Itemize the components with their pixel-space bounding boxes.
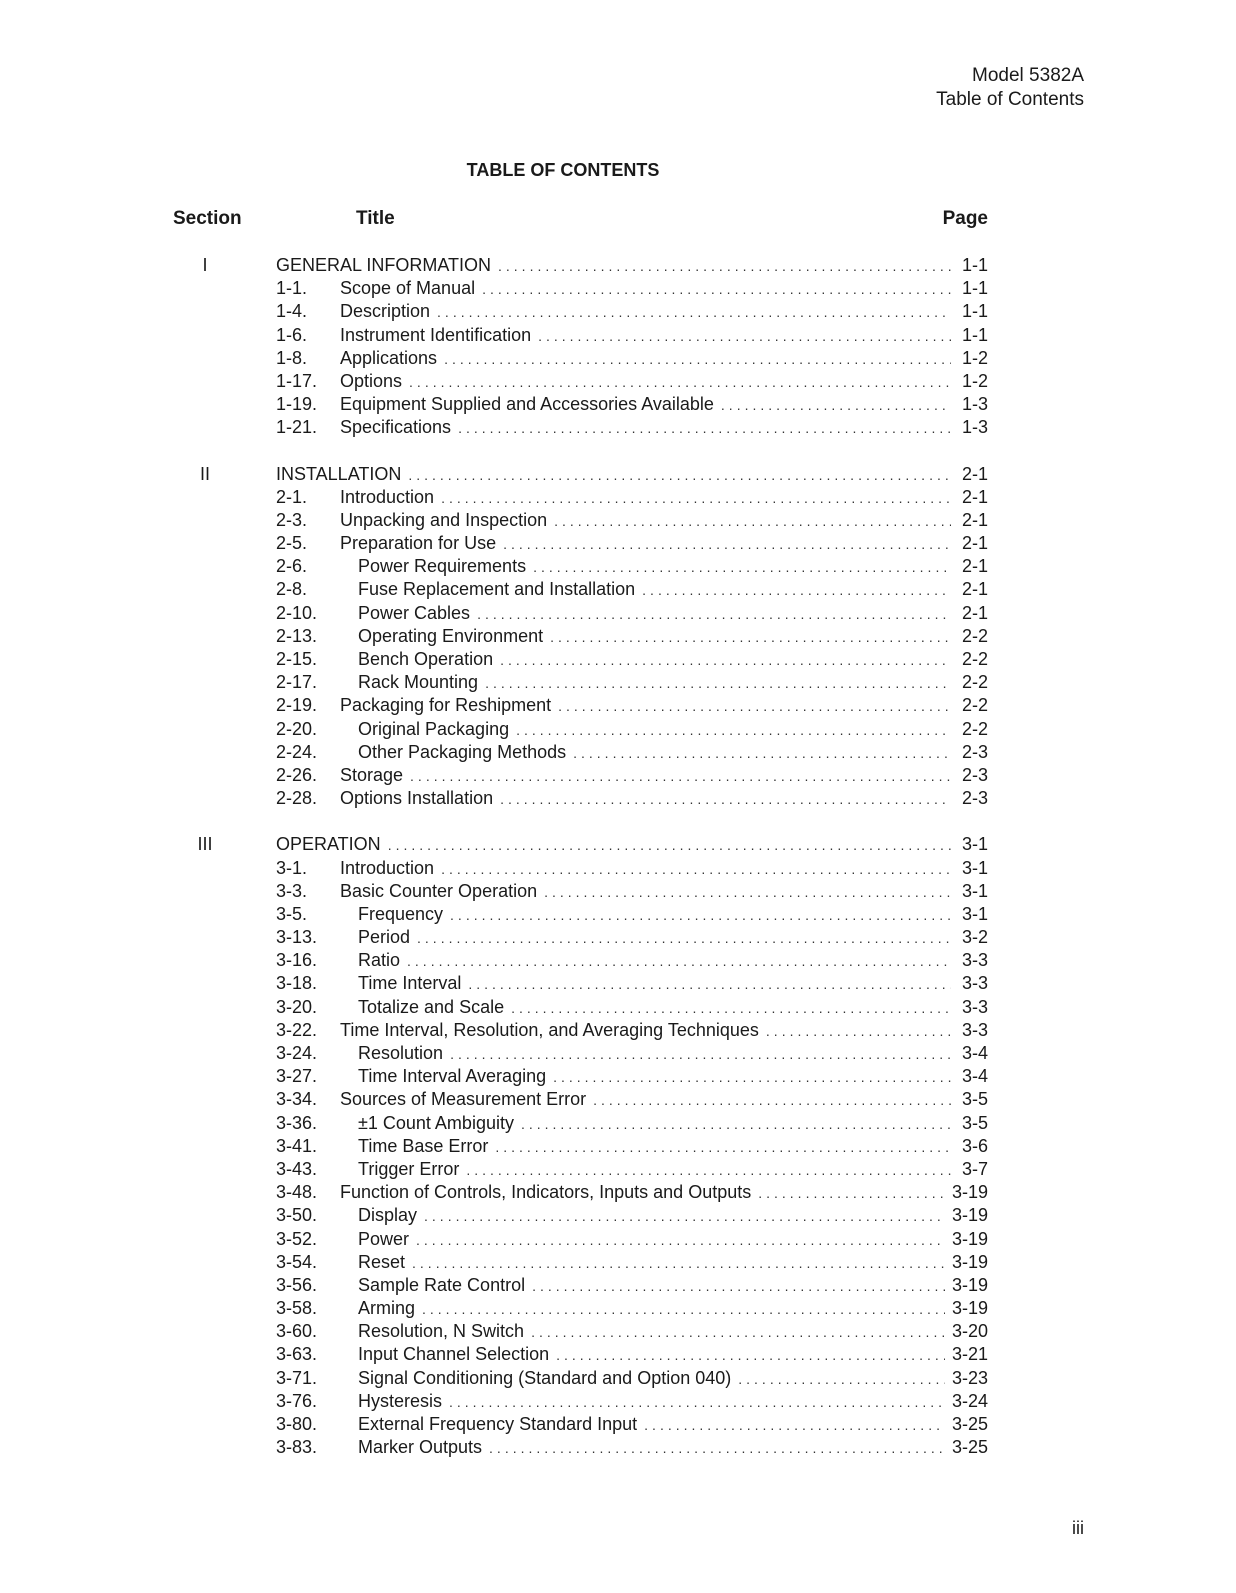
dot-leader (424, 1205, 945, 1228)
paragraph-number: 2-13. (276, 625, 318, 646)
entry-page: 2-1 (961, 579, 988, 600)
entry-title: Ratio (358, 950, 401, 971)
toc-entry (0, 1390, 1236, 1413)
entry-page: 3-3 (961, 973, 988, 994)
dot-leader (441, 487, 951, 510)
entry-page: 1-1 (961, 301, 988, 322)
paragraph-number: 2-28. (276, 788, 318, 809)
paragraph-number: 2-10. (276, 602, 318, 623)
toc-entry (0, 277, 1236, 300)
entry-page: 3-19 (951, 1251, 988, 1272)
entry-title: Resolution, N Switch (358, 1321, 525, 1342)
entry-page: 3-4 (961, 1066, 988, 1087)
entry-title: Hysteresis (358, 1390, 443, 1411)
paragraph-number: 2-6. (276, 556, 308, 577)
paragraph-number: 3-20. (276, 996, 318, 1017)
entry-title: OPERATION (276, 834, 381, 855)
entry-page: 3-25 (951, 1437, 988, 1458)
entry-page: 3-20 (951, 1321, 988, 1342)
entry-title: Introduction (340, 857, 435, 878)
entry-title: Storage (340, 764, 404, 785)
dot-leader (553, 1066, 951, 1089)
paragraph-number: 1-4. (276, 301, 308, 322)
toc-entry (0, 532, 1236, 555)
dot-leader (498, 255, 951, 278)
dot-leader (550, 626, 951, 649)
entry-title: Bench Operation (358, 649, 494, 669)
dot-leader (503, 533, 951, 556)
entry-page: 2-1 (961, 509, 988, 530)
paragraph-number: 3-43. (276, 1158, 318, 1179)
entry-page: 3-6 (961, 1135, 988, 1156)
dot-leader (416, 1229, 945, 1252)
dot-leader (531, 1321, 945, 1344)
paragraph-number: 3-50. (276, 1205, 318, 1226)
column-header-title: Title (356, 208, 395, 229)
toc-entry (0, 949, 1236, 972)
dot-leader (485, 672, 951, 695)
section-number: II (199, 463, 210, 484)
paragraph-number: 2-15. (276, 649, 318, 669)
dot-leader (468, 973, 951, 996)
paragraph-number: 3-27. (276, 1066, 318, 1087)
dot-leader (449, 1391, 945, 1414)
dot-leader (558, 695, 951, 718)
paragraph-number: 3-58. (276, 1298, 318, 1319)
entry-title: Other Packaging Methods (358, 741, 567, 762)
entry-page: 3-4 (961, 1043, 988, 1063)
toc-entry (0, 1042, 1236, 1065)
entry-page: 2-3 (961, 788, 988, 809)
dot-leader (556, 1344, 945, 1367)
paragraph-number: 1-17. (276, 370, 318, 391)
entry-title: Display (358, 1205, 418, 1226)
section-number: I (202, 255, 208, 275)
dot-leader (482, 278, 951, 301)
toc-entry (0, 1343, 1236, 1366)
paragraph-number: 2-17. (276, 672, 318, 693)
dot-leader (532, 1275, 945, 1298)
paragraph-number: 3-34. (276, 1089, 318, 1110)
dot-leader (458, 417, 951, 440)
dot-leader (538, 325, 951, 348)
dot-leader (495, 1136, 951, 1159)
entry-page: 2-2 (961, 649, 988, 669)
entry-title: Packaging for Reshipment (340, 695, 552, 716)
toc-entry (0, 486, 1236, 509)
entry-page: 2-1 (961, 556, 988, 577)
paragraph-number: 3-36. (276, 1112, 318, 1133)
entry-title: ±1 Count Ambiguity (358, 1112, 514, 1133)
toc-entry (0, 903, 1236, 926)
entry-title: Unpacking and Inspection (340, 509, 548, 530)
paragraph-number: 3-71. (276, 1367, 318, 1388)
paragraph-number: 2-20. (276, 718, 318, 739)
entry-title: Period (358, 927, 411, 948)
entry-page: 3-5 (961, 1112, 988, 1133)
toc-entry (0, 764, 1236, 787)
entry-title: Time Interval Averaging (358, 1066, 547, 1087)
entry-page: 1-3 (961, 394, 988, 415)
paragraph-number: 3-83. (276, 1437, 318, 1458)
entry-page: 2-1 (961, 533, 988, 554)
toc-entry (0, 1135, 1236, 1158)
entry-title: Signal Conditioning (Standard and Option 040) (358, 1367, 732, 1388)
paragraph-number: 3-5. (276, 903, 308, 924)
entry-page: 2-3 (961, 764, 988, 785)
entry-title: Time Base Error (358, 1135, 489, 1156)
toc-entry (0, 857, 1236, 880)
entry-title: Power (358, 1228, 410, 1249)
toc-entry (0, 648, 1236, 671)
paragraph-number: 3-80. (276, 1414, 318, 1434)
dot-leader (758, 1182, 945, 1205)
toc-section-group (0, 254, 1236, 440)
toc-entry (0, 393, 1236, 416)
dot-leader (441, 858, 951, 881)
entry-page: 3-2 (961, 927, 988, 948)
dot-leader (408, 464, 951, 487)
dot-leader (642, 579, 951, 602)
toc-entry (0, 1181, 1236, 1204)
entry-page: 3-1 (961, 880, 988, 901)
entry-title: Totalize and Scale (358, 996, 505, 1017)
dot-leader (766, 1020, 951, 1043)
entry-page: 2-2 (961, 718, 988, 739)
entry-page: 2-2 (961, 672, 988, 693)
dot-leader (721, 394, 951, 417)
entry-title: Trigger Error (358, 1158, 460, 1179)
dot-leader (437, 301, 951, 324)
toc-entry (0, 416, 1236, 439)
entry-page: 1-2 (961, 370, 988, 391)
paragraph-number: 3-18. (276, 973, 318, 994)
dot-leader (593, 1089, 951, 1112)
entry-title: Scope of Manual (340, 278, 476, 299)
entry-title: Time Interval (358, 973, 462, 994)
dot-leader (450, 904, 951, 927)
entry-title: External Frequency Standard Input (358, 1414, 638, 1434)
dot-leader (544, 881, 951, 904)
entry-title: Power Requirements (358, 556, 527, 577)
paragraph-number: 1-1. (276, 278, 308, 299)
paragraph-number: 3-63. (276, 1344, 318, 1365)
toc-entry (0, 1367, 1236, 1390)
entry-page: 3-3 (961, 950, 988, 971)
toc-entry (0, 509, 1236, 532)
entry-title: Marker Outputs (358, 1437, 483, 1458)
dot-leader (644, 1414, 945, 1437)
entry-title: Applications (340, 347, 438, 368)
toc-entry (0, 972, 1236, 995)
toc-entry (0, 1274, 1236, 1297)
running-header (936, 64, 1084, 112)
entry-title: Options Installation (340, 788, 494, 809)
paragraph-number: 1-6. (276, 324, 308, 345)
entry-page: 2-2 (961, 695, 988, 716)
toc-entry (0, 694, 1236, 717)
dot-leader (412, 1252, 945, 1275)
toc-entry (0, 718, 1236, 741)
entry-title: Arming (358, 1298, 416, 1319)
toc-entry (0, 602, 1236, 625)
toc-entry (0, 787, 1236, 810)
dot-leader (409, 371, 951, 394)
toc-entry (0, 1228, 1236, 1251)
paragraph-number: 2-19. (276, 695, 318, 716)
entry-page: 3-19 (951, 1274, 988, 1295)
section-number: III (197, 834, 213, 855)
entry-title: Time Interval, Resolution, and Averaging Techniques (340, 1019, 759, 1040)
entry-title: Operating Environment (358, 625, 544, 646)
dot-leader (554, 510, 951, 533)
dot-leader (500, 649, 951, 672)
toc-entry (0, 324, 1236, 347)
entry-page: 1-1 (961, 255, 988, 275)
paragraph-number: 1-21. (276, 417, 318, 438)
entry-page: 1-3 (961, 417, 988, 438)
dot-leader (477, 603, 951, 626)
entry-page: 1-1 (961, 278, 988, 299)
dot-leader (738, 1368, 945, 1391)
entry-page: 3-19 (951, 1298, 988, 1319)
dot-leader (388, 834, 951, 857)
toc-section-group (0, 463, 1236, 811)
dot-leader (466, 1159, 951, 1182)
entry-title: Reset (358, 1251, 406, 1272)
toc-entry (0, 926, 1236, 949)
entry-title: Basic Counter Operation (340, 880, 538, 901)
entry-title: Options (340, 370, 403, 391)
column-header-page: Page (942, 208, 988, 229)
toc-section-heading (0, 833, 1236, 856)
paragraph-number: 2-24. (276, 741, 318, 762)
toc-entry (0, 1088, 1236, 1111)
paragraph-number: 2-26. (276, 764, 318, 785)
dot-leader (511, 997, 951, 1020)
toc-entry (0, 555, 1236, 578)
entry-page: 2-1 (961, 486, 988, 507)
entry-title: Introduction (340, 486, 435, 507)
entry-page: 3-5 (961, 1089, 988, 1110)
entry-title: Fuse Replacement and Installation (358, 579, 636, 600)
paragraph-number: 3-3. (276, 880, 308, 901)
entry-page: 3-19 (951, 1205, 988, 1226)
paragraph-number: 3-16. (276, 950, 318, 971)
toc-entry (0, 347, 1236, 370)
column-header-section: Section (173, 208, 242, 229)
entry-title: Description (340, 301, 431, 322)
entry-title: Resolution (358, 1043, 444, 1063)
toc-entry (0, 1413, 1236, 1436)
entry-page: 3-19 (951, 1182, 988, 1203)
page-number: iii (1072, 1518, 1084, 1538)
paragraph-number: 3-52. (276, 1228, 318, 1249)
entry-page: 3-1 (961, 857, 988, 878)
entry-page: 3-24 (951, 1390, 988, 1411)
entry-page: 2-2 (961, 625, 988, 646)
entry-page: 3-1 (961, 834, 988, 855)
toc-section-heading (0, 463, 1236, 486)
toc-entry (0, 1204, 1236, 1227)
entry-title: Sample Rate Control (358, 1274, 526, 1295)
entry-title: GENERAL INFORMATION (276, 255, 492, 275)
entry-page: 2-1 (961, 463, 988, 484)
toc-entry (0, 578, 1236, 601)
dot-leader (533, 556, 951, 579)
entry-title: Original Packaging (358, 718, 510, 739)
entry-page: 3-3 (961, 1019, 988, 1040)
toc-section-heading (0, 254, 1236, 277)
toc-entry (0, 1112, 1236, 1135)
paragraph-number: 3-54. (276, 1251, 318, 1272)
entry-page: 3-21 (951, 1344, 988, 1365)
toc-entry (0, 671, 1236, 694)
toc-entry (0, 1158, 1236, 1181)
paragraph-number: 2-5. (276, 533, 308, 554)
dot-leader (516, 719, 951, 742)
toc-entry (0, 1251, 1236, 1274)
toc-body (0, 254, 1236, 1482)
dot-leader (422, 1298, 945, 1321)
paragraph-number: 3-76. (276, 1390, 318, 1411)
entry-title: Specifications (340, 417, 452, 438)
entry-page: 2-3 (961, 741, 988, 762)
toc-entry (0, 880, 1236, 903)
paragraph-number: 3-41. (276, 1135, 318, 1156)
entry-title: Input Channel Selection (358, 1344, 550, 1365)
paragraph-number: 2-8. (276, 579, 308, 600)
page-title: TABLE OF CONTENTS (466, 160, 660, 180)
toc-entry (0, 1297, 1236, 1320)
entry-page: 3-19 (951, 1228, 988, 1249)
entry-title: Sources of Measurement Error (340, 1089, 587, 1110)
paragraph-number: 3-24. (276, 1043, 318, 1063)
toc-entry (0, 1320, 1236, 1343)
entry-page: 3-1 (961, 903, 988, 924)
toc-section-group (0, 833, 1236, 1459)
entry-page: 1-1 (961, 324, 988, 345)
entry-title: Function of Controls, Indicators, Inputs and Outputs (340, 1182, 752, 1203)
toc-entry (0, 1019, 1236, 1042)
dot-leader (500, 788, 951, 811)
paragraph-number: 3-13. (276, 927, 318, 948)
toc-entry (0, 1436, 1236, 1459)
dot-leader (489, 1437, 945, 1460)
paragraph-number: 1-8. (276, 347, 308, 368)
paragraph-number: 3-56. (276, 1274, 318, 1295)
entry-page: 3-3 (961, 996, 988, 1017)
entry-title: Rack Mounting (358, 672, 479, 693)
toc-entry (0, 625, 1236, 648)
entry-title: Preparation for Use (340, 533, 497, 554)
paragraph-number: 3-1. (276, 857, 308, 878)
paragraph-number: 2-3. (276, 509, 308, 530)
toc-entry (0, 300, 1236, 323)
dot-leader (417, 927, 951, 950)
entry-title: Instrument Identification (340, 324, 532, 345)
entry-title: Frequency (358, 903, 444, 924)
entry-page: 2-1 (961, 602, 988, 623)
entry-title: Power Cables (358, 602, 471, 623)
header-model: Model 5382A (972, 65, 1084, 86)
dot-leader (450, 1043, 951, 1066)
header-doc-title: Table of Contents (936, 89, 1084, 110)
paragraph-number: 3-60. (276, 1321, 318, 1342)
entry-page: 3-25 (951, 1414, 988, 1434)
dot-leader (407, 950, 951, 973)
paragraph-number: 1-19. (276, 394, 318, 415)
entry-page: 3-23 (951, 1367, 988, 1388)
paragraph-number: 3-48. (276, 1182, 318, 1203)
entry-page: 1-2 (961, 347, 988, 368)
toc-entry (0, 996, 1236, 1019)
dot-leader (444, 348, 951, 371)
paragraph-number: 3-22. (276, 1019, 318, 1040)
dot-leader (521, 1113, 951, 1136)
toc-entry (0, 370, 1236, 393)
dot-leader (573, 742, 951, 765)
paragraph-number: 2-1. (276, 486, 308, 507)
dot-leader (410, 765, 951, 788)
entry-title: Equipment Supplied and Accessories Available (340, 394, 714, 415)
entry-page: 3-7 (961, 1158, 988, 1179)
entry-title: INSTALLATION (276, 463, 402, 484)
toc-entry (0, 741, 1236, 764)
toc-entry (0, 1065, 1236, 1088)
